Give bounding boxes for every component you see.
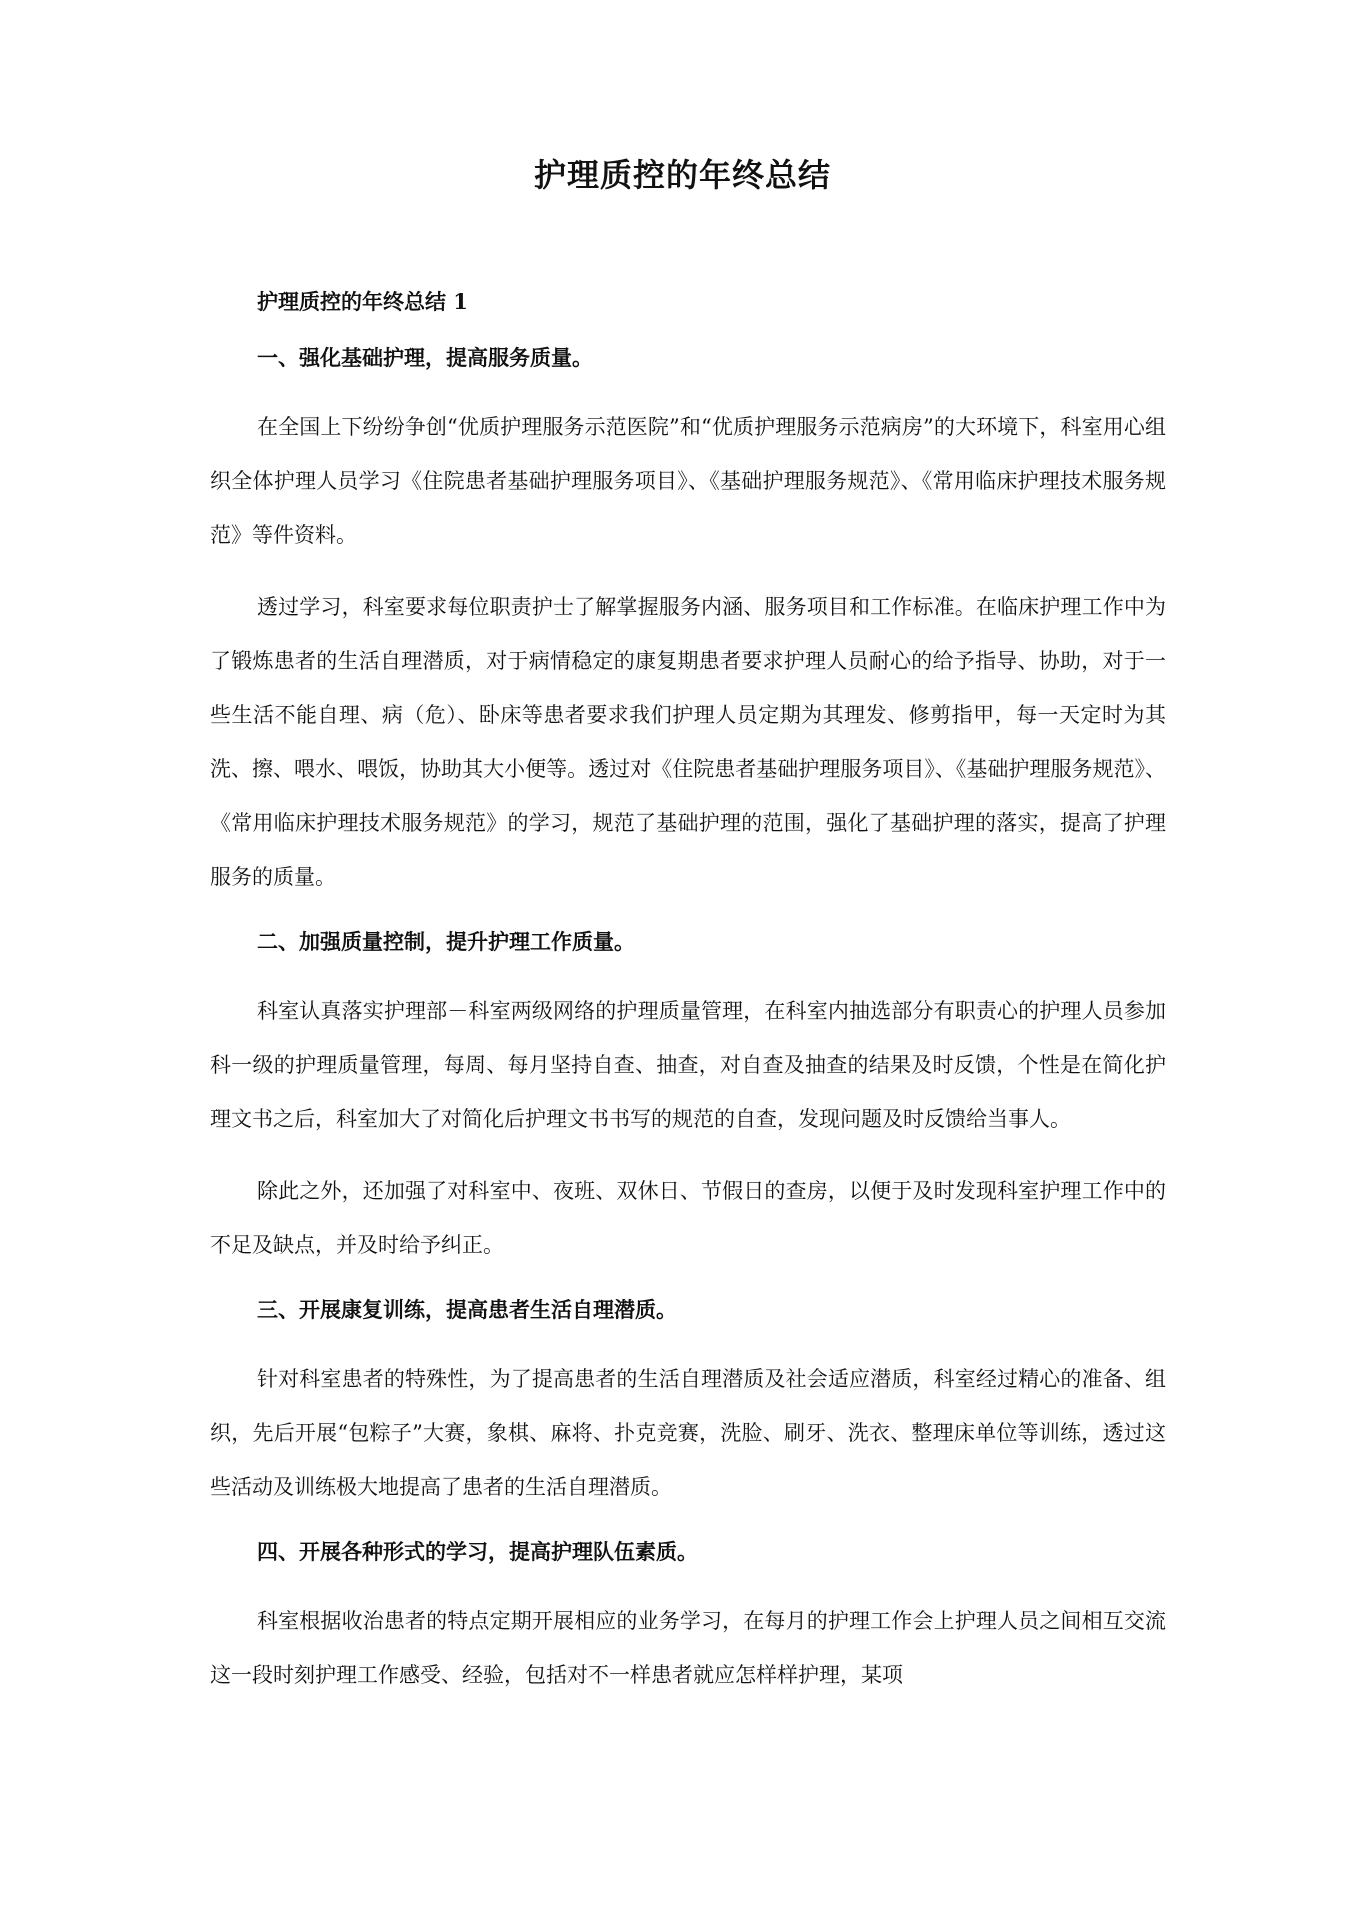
paragraph: 透过学习，科室要求每位职责护士了解掌握服务内涵、服务项目和工作标准。在临床护理工作中为了锻炼患者的生活自理潜质，对于病情稳定的康复期患者要求护理人员耐心的给予指导、协助，对于一些生活不能自理、病（危）、卧床等患者要求我们护理人员定期为其理发、修剪指甲，每一天定时为其洗、擦、喂水、喂饭，协助其大小便等。透过对《住院患者基础护理服务项目》、《基础护理服务规范》、《常用临床护理技术服务规范》的学习，规范了基础护理的范围，强化了基础护理的落实，提高了护理服务的质量。 [210,595,1166,889]
section-heading: 一、强化基础护理，提高服务质量。 [257,345,593,370]
page-title: 护理质控的年终总结 [533,156,831,194]
paragraph: 科室根据收治患者的特点定期开展相应的业务学习，在每月的护理工作会上护理人员之间相互交流这一段时刻护理工作感受、经验，包括对不一样患者就应怎样样护理，某项 [210,1609,1166,1687]
paragraph: 在全国上下纷纷争创“优质护理服务示范医院”和“优质护理服务示范病房”的大环境下，科室用心组织全体护理人员学习《住院患者基础护理服务项目》、《基础护理服务规范》、《常用临床护理技术服务规范》等件资料。 [210,415,1166,547]
section-heading: 四、开展各种形式的学习，提高护理队伍素质。 [257,1539,698,1564]
section-heading: 二、加强质量控制，提升护理工作质量。 [257,929,635,954]
paragraph: 科室认真落实护理部－科室两级网络的护理质量管理，在科室内抽选部分有职责心的护理人员参加科一级的护理质量管理，每周、每月坚持自查、抽查，对自查及抽查的结果及时反馈，个性是在简化护理文书之后，科室加大了对简化后护理文书书写的规范的自查，发现问题及时反馈给当事人。 [210,999,1166,1131]
document-subtitle: 护理质控的年终总结 1 [257,289,468,314]
paragraph: 针对科室患者的特殊性，为了提高患者的生活自理潜质及社会适应潜质，科室经过精心的准备、组织，先后开展“包粽子”大赛，象棋、麻将、扑克竞赛，洗脸、刷牙、洗衣、整理床单位等训练，透过这些活动及训练极大地提高了患者的生活自理潜质。 [210,1367,1166,1499]
paragraph: 除此之外，还加强了对科室中、夜班、双休日、节假日的查房，以便于及时发现科室护理工作中的不足及缺点，并及时给予纠正。 [210,1179,1166,1257]
document-body [210,284,1166,1702]
section-heading: 三、开展康复训练，提高患者生活自理潜质。 [257,1297,677,1322]
